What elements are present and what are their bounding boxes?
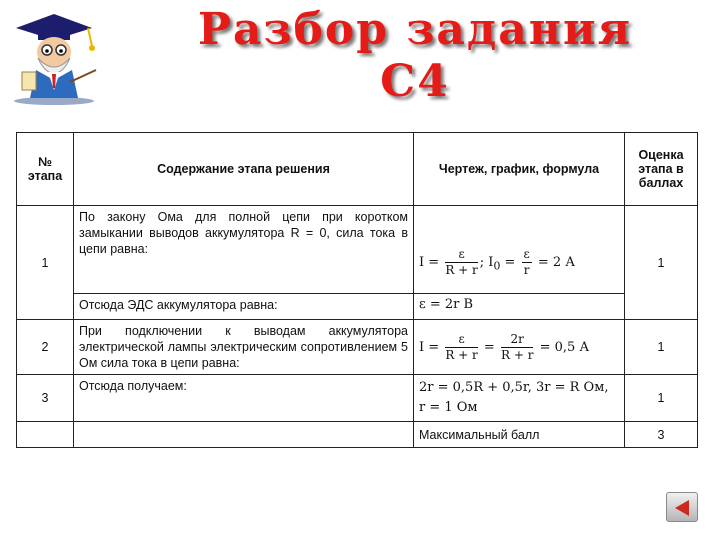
formula-line: r = 1 Ом bbox=[419, 400, 478, 415]
step-number: 1 bbox=[17, 206, 74, 320]
back-button[interactable] bbox=[666, 492, 698, 522]
fraction-numerator: ε bbox=[445, 247, 477, 263]
formula-line: 2r = 0,5R + 0,5r, 3r = R Ом, bbox=[419, 380, 609, 395]
fraction-denominator: R + r bbox=[445, 263, 478, 277]
step-score: 1 bbox=[625, 375, 698, 422]
step-content bbox=[74, 320, 414, 375]
step-text: При подключении к выводам аккумулятора электрической лампы электрическим сопротивлением 5 Ом сила тока в цепи равна: bbox=[79, 324, 408, 370]
table-header-row bbox=[17, 133, 698, 206]
step-number: 2 bbox=[17, 320, 74, 375]
formula-emf: ε = 2r В bbox=[414, 293, 624, 319]
formula-part: I = bbox=[419, 339, 440, 355]
fraction bbox=[445, 332, 477, 363]
fraction-numerator: ε bbox=[523, 247, 530, 261]
formula-part: = bbox=[483, 339, 495, 355]
table-row bbox=[17, 206, 698, 320]
back-arrow-icon bbox=[675, 500, 689, 516]
page-title bbox=[180, 4, 650, 108]
max-score-value: 3 bbox=[625, 422, 698, 448]
header-formula: Чертеж, график, формула bbox=[414, 133, 625, 206]
fraction-denominator: R + r bbox=[500, 347, 534, 362]
formula-part: = 0,5 А bbox=[539, 339, 590, 355]
step-content bbox=[74, 375, 414, 422]
fraction bbox=[522, 247, 532, 278]
step-number bbox=[17, 422, 74, 448]
step-text: По закону Ома для полной цепи при коротком замыкании выводов аккумулятора R = 0, сила тока в цепи равна: bbox=[79, 210, 408, 256]
professor-mascot-icon bbox=[8, 6, 100, 106]
fraction bbox=[445, 247, 477, 278]
step-number: 3 bbox=[17, 375, 74, 422]
formula-current bbox=[419, 209, 619, 293]
formula-part: = 2 А bbox=[537, 255, 576, 270]
fraction-numerator: ε bbox=[445, 332, 477, 348]
header-step-number: № этапа bbox=[17, 133, 74, 206]
step-text: Отсюда получаем: bbox=[79, 379, 187, 393]
formula-subscript: 0 bbox=[493, 259, 501, 273]
fraction-numerator: 2r bbox=[501, 332, 533, 348]
header-step-content: Содержание этапа решения bbox=[74, 133, 414, 206]
fraction bbox=[501, 332, 533, 363]
step-formula bbox=[414, 206, 625, 320]
fraction-denominator: R + r bbox=[445, 347, 478, 362]
formula-part: = bbox=[504, 255, 516, 270]
step-content bbox=[74, 422, 414, 448]
max-score-label: Максимальный балл bbox=[414, 422, 625, 448]
formula-part: I = bbox=[419, 255, 440, 270]
table-row-total bbox=[17, 422, 698, 448]
step-content bbox=[74, 206, 414, 320]
step-text-secondary: Отсюда ЭДС аккумулятора равна: bbox=[74, 293, 413, 319]
title-line-2: С4 bbox=[380, 56, 450, 107]
table-row bbox=[17, 375, 698, 422]
title-line-1: Разбор задания bbox=[197, 4, 633, 55]
step-score: 1 bbox=[625, 320, 698, 375]
formula-part: ; I bbox=[479, 255, 494, 270]
header-score: Оценка этапа в баллах bbox=[625, 133, 698, 206]
fraction-denominator: r bbox=[523, 263, 530, 277]
table-row bbox=[17, 320, 698, 375]
step-formula bbox=[414, 375, 625, 422]
step-score: 1 bbox=[625, 206, 698, 320]
step-formula bbox=[414, 320, 625, 375]
solution-table bbox=[16, 132, 698, 448]
